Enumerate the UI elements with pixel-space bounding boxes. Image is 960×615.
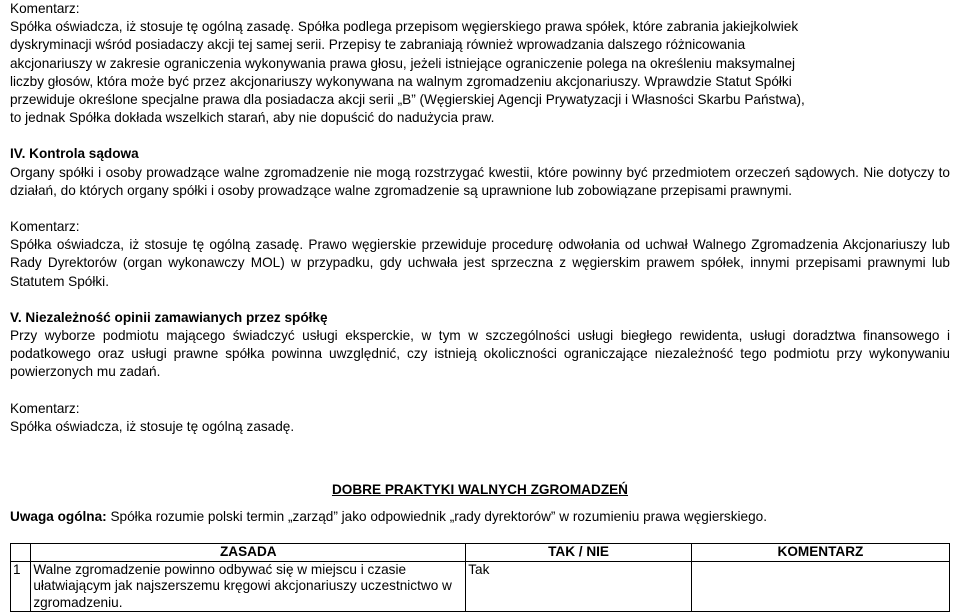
comment-line: liczby głosów, która może być przez akcjonariuszy wykonywana na walnym zgromadzeniu akcjonariuszy. Wprawdzie Statut Spółki: [10, 73, 792, 89]
table-row: [11, 561, 950, 612]
row-number: 1: [11, 561, 31, 612]
principles-table: [10, 543, 950, 612]
row-tak-nie: Tak: [466, 561, 692, 612]
comment-line: akcjonariuszy w zakresie ograniczenia wykonywania prawa głosu, jeżeli istniejące ograniczenie polega na określeniu maksymalnej: [10, 55, 796, 71]
general-note: [10, 508, 950, 526]
header-tak-nie: TAK / NIE: [466, 544, 692, 562]
row-zasada: Walne zgromadzenie powinno odbywać się w miejscu i czasie ułatwiającym jak najszerszemu kręgowi akcjonariuszy uczestnictwo w zgromadzeniu.: [31, 561, 466, 612]
comment-line: przewiduje określone specjalne prawa dla posiadacza akcji serii „B” (Węgierskiej Agencji Prywatyzacji i Własności Skarbu Państwa),: [10, 92, 805, 108]
section-iv: [10, 145, 950, 290]
header-num: [11, 544, 31, 562]
table-header-row: [11, 544, 950, 562]
general-note-label: Uwaga ogólna:: [10, 509, 107, 525]
section-v: [10, 309, 950, 436]
header-komentarz: KOMENTARZ: [691, 544, 949, 562]
comment-label: Komentarz:: [10, 1, 80, 16]
comment-line: Spółka oświadcza, iż stosuje tę ogólną zasadę. Spółka podlega przepisom węgierskiego prawa spółek, które zabrania jakiejkolwiek: [10, 19, 799, 35]
good-practices-title: DOBRE PRAKTYKI WALNYCH ZGROMADZEŃ: [331, 482, 629, 498]
comment-line: dyskryminacji wśród posiadaczy akcji tej samej serii. Przepisy te zabraniają również wprowadzania dalszego różnicowania: [10, 37, 746, 53]
header-zasada: ZASADA: [31, 544, 466, 562]
general-note-text: Spółka rozumie polski termin „zarząd” jako odpowiednik „rady dyrektorów” w rozumieniu prawa węgierskiego.: [106, 509, 767, 525]
comment-label: Komentarz:: [10, 400, 80, 416]
comment-line: to jednak Spółka dokłada wszelkich starań, aby nie dopuścić do nadużycia praw.: [10, 110, 495, 126]
section-body: Przy wyborze podmiotu mającego świadczyć usługi eksperckie, w tym w szczególności usługi biegłego rewidenta, usługi doradztwa finansowego i podatkowego oraz usługi prawne spółka powinna uwzględnić, czy istnieją okoliczności ograniczające niezależność tego podmiotu przy wykonywaniu powierzonych mu zadań.: [10, 328, 950, 380]
comment-text: Spółka oświadcza, iż stosuje tę ogólną zasadę.: [10, 418, 295, 434]
comment-text: Spółka oświadcza, iż stosuje tę ogólną zasadę. Prawo węgierskie przewiduje procedurę odwołania od uchwał Walnego Zgromadzenia Akcjonariuszy lub Rady Dyrektorów (organ wykonawczy MOL) w przypadku, gdy uchwała jest sprzeczna z węgierskim prawem spółek, innymi przepisami prawnymi lub Statutem Spółki.: [10, 237, 950, 289]
document-page: [10, 0, 950, 612]
row-komentarz: [691, 561, 949, 612]
section-top: [10, 0, 950, 127]
section-body: Organy spółki i osoby prowadzące walne zgromadzenie nie mogą rozstrzygać kwestii, które powinny być przedmiotem orzeczeń sądowych. Nie dotyczy to działań, do których organy spółki i osoby prowadzące walne zgromadzenie są uprawnione lub zobowiązane przepisami prawnymi.: [10, 164, 950, 198]
section-heading: IV. Kontrola sądowa: [10, 146, 139, 162]
comment-label: Komentarz:: [10, 219, 80, 235]
section-heading: V. Niezależność opinii zamawianych przez spółkę: [10, 309, 328, 325]
